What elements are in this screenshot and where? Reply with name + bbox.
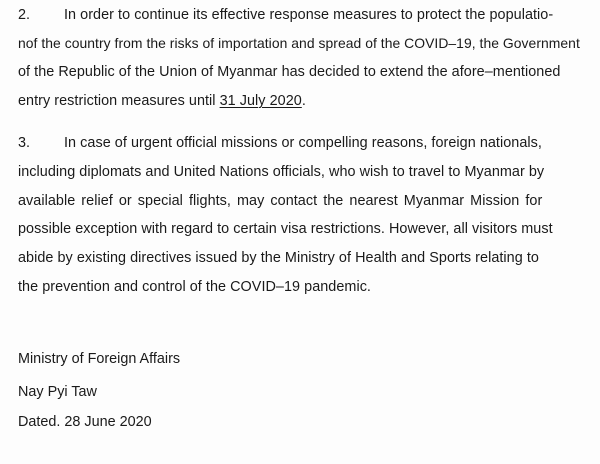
signature-place: Nay Pyi Taw <box>18 384 97 400</box>
paragraph-3-line-6: the prevention and control of the COVID–19 pandemic. <box>18 279 371 295</box>
extension-date: 31 July 2020 <box>219 93 302 109</box>
paragraph-2-line-3: of the Republic of the Union of Myanmar has decided to extend the afore–mentioned <box>18 64 561 80</box>
paragraph-2-line-2: nof the country from the risks of importation and spread of the COVID–19, the Government <box>18 35 580 51</box>
paragraph-2-line-1: In order to continue its effective response measures to protect the populatio- <box>64 7 554 23</box>
paragraph-2-line-4-prefix: entry restriction measures until <box>18 93 220 109</box>
paragraph-3-number: 3. <box>18 135 31 151</box>
paragraph-3-line-2: including diplomats and United Nations officials, who wish to travel to Myanmar by <box>18 164 545 180</box>
paragraph-2-number: 2. <box>18 7 31 23</box>
signature-date: Dated. 28 June 2020 <box>18 414 152 430</box>
paragraph-2-line-4-suffix: . <box>301 93 306 109</box>
signature-ministry: Ministry of Foreign Affairs <box>18 351 181 367</box>
paragraph-3-line-4: possible exception with regard to certain visa restrictions. However, all visitors must <box>18 221 553 237</box>
paragraph-3-line-5: abide by existing directives issued by the Ministry of Health and Sports relating to <box>18 250 539 266</box>
paragraph-3-line-3: available relief or special flights, may contact the nearest Myanmar Mission for <box>18 193 543 209</box>
paragraph-3-line-1: In case of urgent official missions or compelling reasons, foreign nationals, <box>64 135 542 151</box>
paragraph-2-line-4 <box>18 92 306 110</box>
